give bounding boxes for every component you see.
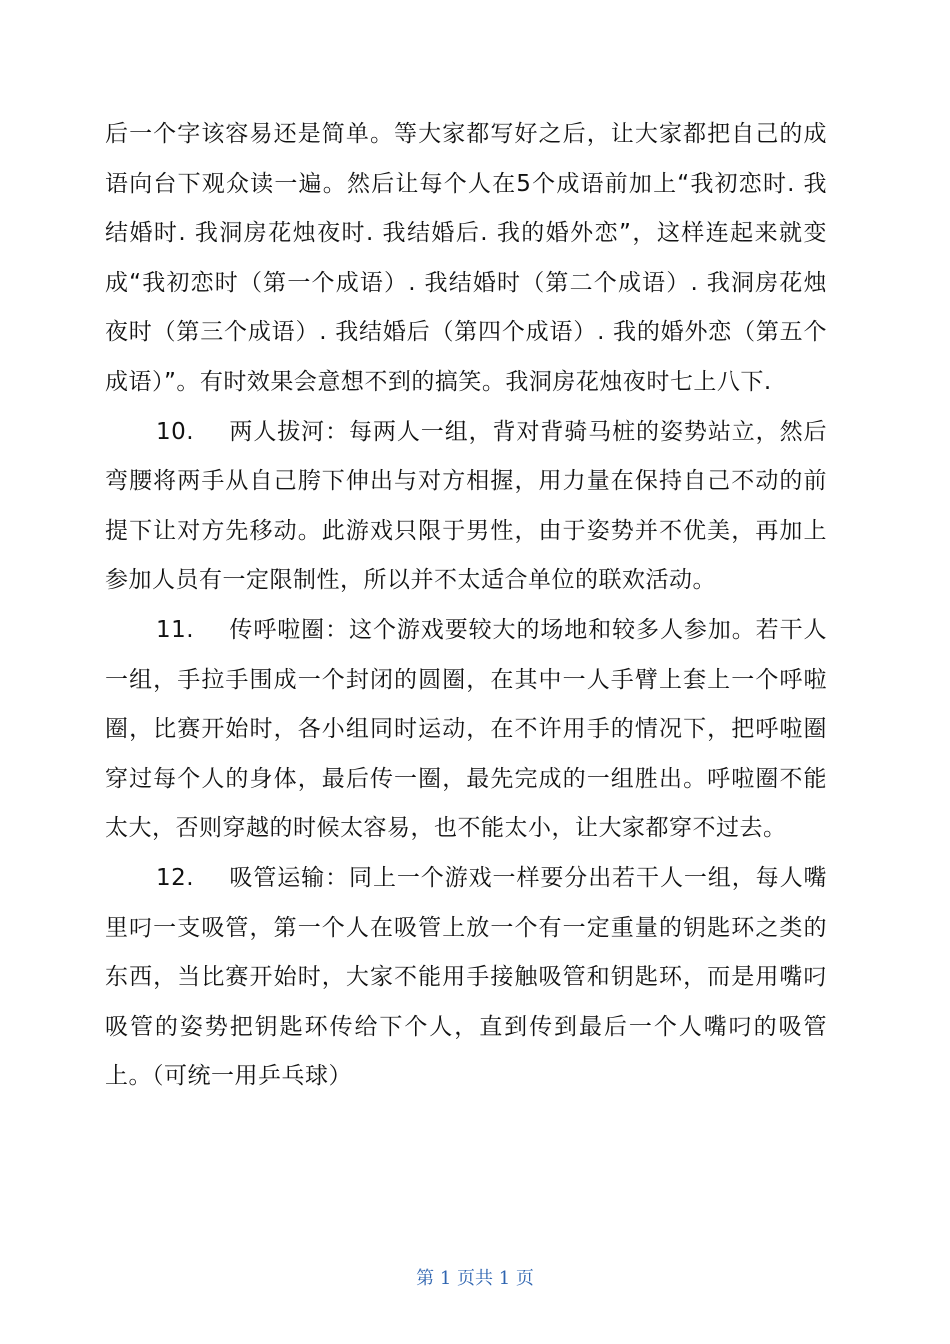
intro-paragraph: 后一个字该容易还是简单。等大家都写好之后，让大家都把自己的成语向台下观众读一遍。然后让每个人在5个成语前加上“我初恋时. 我结婚时. 我洞房花烛夜时. 我结婚后. 我的婚外恋”，这样连起来就变成“我初恋时（第一个成语）. 我结婚时（第二个成语）. 我洞房花烛夜时（第三个成语）. 我结婚后（第四个成语）. 我的婚外恋（第五个成语）”。有时效果会意想不到的搞笑。我洞房花烛夜时七上八下.: [105, 121, 827, 395]
list-item-text: 吸管运输：同上一个游戏一样要分出若干人一组，每人嘴里叼一支吸管，第一个人在吸管上放一个有一定重量的钥匙环之类的东西，当比赛开始时，大家不能用手接触吸管和钥匙环，而是用嘴叼吸管的姿势把钥匙环传给下个人，直到传到最后一个人嘴叼的吸管上。（可统一用乒乓球）: [105, 864, 827, 1090]
list-item-number: 11.: [156, 616, 195, 643]
page-footer: 第 1 页共 1 页: [416, 1268, 534, 1289]
list-item-10: [105, 408, 827, 606]
list-item-text: 两人拔河：每两人一组，背对背骑马桩的姿势站立，然后弯腰将两手从自己胯下伸出与对方相握，用力量在保持自己不动的前提下让对方先移动。此游戏只限于男性，由于姿势并不优美，再加上参加人员有一定限制性，所以并不太适合单位的联欢活动。: [105, 418, 827, 594]
list-item-11: [105, 606, 827, 854]
document-body: [105, 110, 827, 1102]
list-item-number: 10.: [156, 418, 195, 445]
list-item-text: 传呼啦圈：这个游戏要较大的场地和较多人参加。若干人一组，手拉手围成一个封闭的圆圈，在其中一人手臂上套上一个呼啦圈，比赛开始时，各小组同时运动，在不许用手的情况下，把呼啦圈穿过每个人的身体，最后传一圈，最先完成的一组胜出。呼啦圈不能太大，否则穿越的时候太容易，也不能太小，让大家都穿不过去。: [105, 616, 827, 842]
list-item-12: [105, 854, 827, 1102]
list-item-number: 12.: [156, 864, 195, 891]
